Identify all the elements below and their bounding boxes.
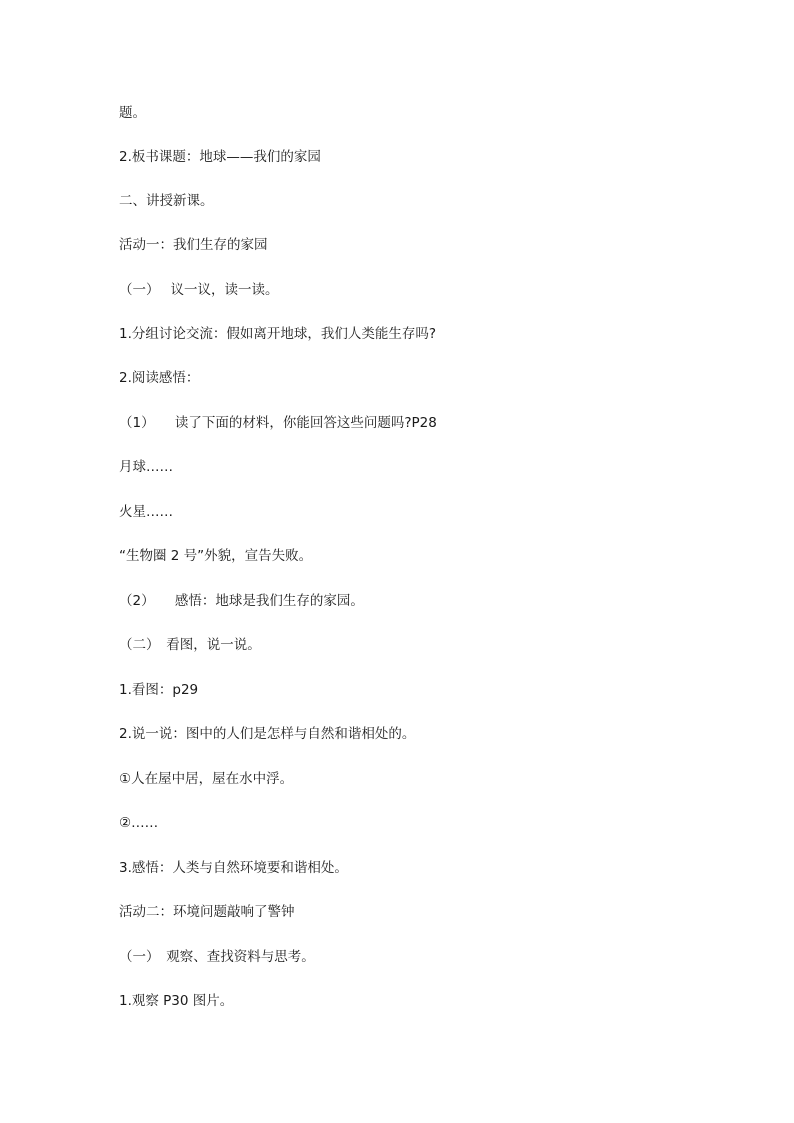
section-heading-new-lesson: 二、讲授新课。 (119, 193, 214, 209)
text-line-moon: 月球…… (119, 459, 173, 475)
subsection-observe-heading: （一） 观察、查找资料与思考。 (119, 949, 315, 965)
activity-two-heading: 活动二：环境问题敲响了警钟 (119, 904, 295, 920)
activity-one-heading: 活动一：我们生存的家园 (119, 237, 268, 253)
text-line-look-picture: 1.看图：p29 (119, 682, 199, 698)
text-line-biosphere: “生物圈 2 号”外貌，宣告失败。 (119, 548, 313, 564)
text-line-realize: 3.感悟：人类与自然环境要和谐相处。 (119, 860, 348, 876)
text-line-item-2: （2） 感悟：地球是我们生存的家园。 (119, 593, 364, 609)
text-line-circle-1: ①人在屋中居，屋在水中浮。 (119, 771, 294, 787)
text-line-group-discussion: 1.分组讨论交流：假如离开地球，我们人类能生存吗? (119, 326, 437, 342)
subsection-two-heading: （二） 看图，说一说。 (119, 637, 261, 653)
text-line-circle-2: ②…… (119, 815, 159, 831)
text-line-board-title: 2.板书课题：地球——我们的家园 (119, 149, 321, 165)
text-line-say: 2.说一说：图中的人们是怎样与自然和谐相处的。 (119, 726, 416, 742)
subsection-one-heading: （一） 议一议，读一读。 (119, 282, 279, 298)
text-line-reading: 2.阅读感悟： (119, 370, 200, 386)
text-line-observe-p30: 1.观察 P30 图片。 (119, 993, 234, 1009)
text-line-item-1: （1） 读了下面的材料，你能回答这些问题吗?P28 (119, 415, 437, 431)
text-line-ti: 题。 (119, 105, 146, 121)
text-line-mars: 火星…… (119, 504, 173, 520)
